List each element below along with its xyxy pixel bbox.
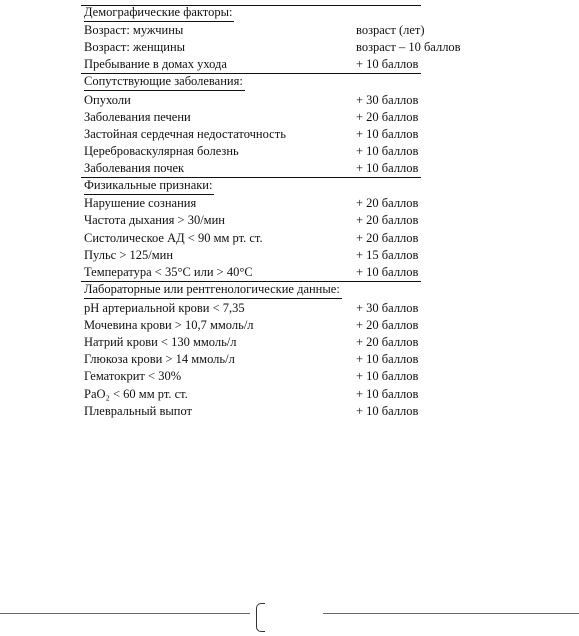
factor-score: + 20 баллов bbox=[356, 196, 419, 210]
table-row bbox=[0, 300, 579, 317]
table-row bbox=[0, 39, 579, 56]
factor-score: + 20 баллов bbox=[356, 335, 419, 349]
factor-score: + 10 баллов bbox=[356, 369, 419, 383]
factor-score: + 10 баллов bbox=[356, 127, 419, 141]
table-row bbox=[0, 334, 579, 351]
factor-name: Систолическое АД < 90 мм рт. ст. bbox=[84, 231, 263, 245]
factor-name: Опухоли bbox=[84, 93, 131, 107]
table-row bbox=[0, 195, 579, 212]
table-row bbox=[0, 264, 579, 281]
factor-name: Мочевина крови > 10,7 ммоль/л bbox=[84, 318, 254, 332]
factor-score: возраст (лет) bbox=[356, 23, 425, 37]
table-row bbox=[0, 126, 579, 143]
factor-name: Частота дыхания > 30/мин bbox=[84, 213, 225, 227]
table-row bbox=[0, 351, 579, 368]
section-title-physical-signs: Физикальные признаки: bbox=[84, 177, 214, 195]
factor-name: Температура < 35°С или > 40°С bbox=[84, 265, 253, 279]
table-row bbox=[0, 56, 579, 73]
factor-score: + 20 баллов bbox=[356, 231, 419, 245]
table-row bbox=[0, 109, 579, 126]
table-row bbox=[0, 230, 579, 247]
factor-name: Застойная сердечная недостаточность bbox=[84, 127, 286, 141]
page-number-bracket bbox=[256, 603, 265, 632]
factor-name: Нарушение сознания bbox=[84, 196, 197, 210]
factor-score: + 30 баллов bbox=[356, 93, 419, 107]
table-row bbox=[0, 92, 579, 109]
table-row bbox=[0, 247, 579, 264]
factor-name: Возраст: женщины bbox=[84, 40, 186, 54]
factor-name: Пребывание в домах ухода bbox=[84, 57, 227, 71]
section-title-lab-data: Лабораторные или рентгенологические данные: bbox=[84, 281, 342, 299]
section-title-demographics: Демографические факторы: bbox=[84, 4, 234, 22]
factor-score: + 30 баллов bbox=[356, 301, 419, 315]
factor-score: + 10 баллов bbox=[356, 352, 419, 366]
footer-rule-right bbox=[323, 613, 579, 614]
factor-name: Пульс > 125/мин bbox=[84, 248, 174, 262]
table-row bbox=[0, 160, 579, 177]
factor-score: + 10 баллов bbox=[356, 265, 419, 279]
footer-rule-left bbox=[0, 613, 250, 614]
factor-name: PaO₂ < 60 мм рт. ст. bbox=[84, 387, 188, 401]
factor-score: + 10 баллов bbox=[356, 144, 419, 158]
factor-name: Глюкоза крови > 14 ммоль/л bbox=[84, 352, 235, 366]
table-row bbox=[0, 386, 579, 403]
table-row bbox=[0, 22, 579, 39]
table-row bbox=[0, 368, 579, 385]
section-title-comorbidities: Сопутствующие заболевания: bbox=[84, 73, 245, 91]
factor-score: + 10 баллов bbox=[356, 161, 419, 175]
factor-name: Возраст: мужчины bbox=[84, 23, 184, 37]
factor-name: Натрий крови < 130 ммоль/л bbox=[84, 335, 237, 349]
table-row bbox=[0, 317, 579, 334]
factor-name: Заболевания почек bbox=[84, 161, 185, 175]
factor-score: + 20 баллов bbox=[356, 110, 419, 124]
factor-score: + 10 баллов bbox=[356, 404, 419, 418]
factor-name: Гематокрит < 30% bbox=[84, 369, 182, 383]
factor-score: + 20 баллов bbox=[356, 213, 419, 227]
factor-score: + 20 баллов bbox=[356, 318, 419, 332]
table-row bbox=[0, 212, 579, 229]
factor-name: рН артериальной крови < 7,35 bbox=[84, 301, 245, 315]
table-row bbox=[0, 143, 579, 160]
factor-score: + 10 баллов bbox=[356, 57, 419, 71]
factor-name: Плевральный выпот bbox=[84, 404, 193, 418]
table-row bbox=[0, 403, 579, 420]
factor-score: + 15 баллов bbox=[356, 248, 419, 262]
factor-score: + 10 баллов bbox=[356, 387, 419, 401]
factor-name: Заболевания печени bbox=[84, 110, 191, 124]
factor-score: возраст – 10 баллов bbox=[356, 40, 461, 54]
factor-name: Цереброваскулярная болезнь bbox=[84, 144, 239, 158]
